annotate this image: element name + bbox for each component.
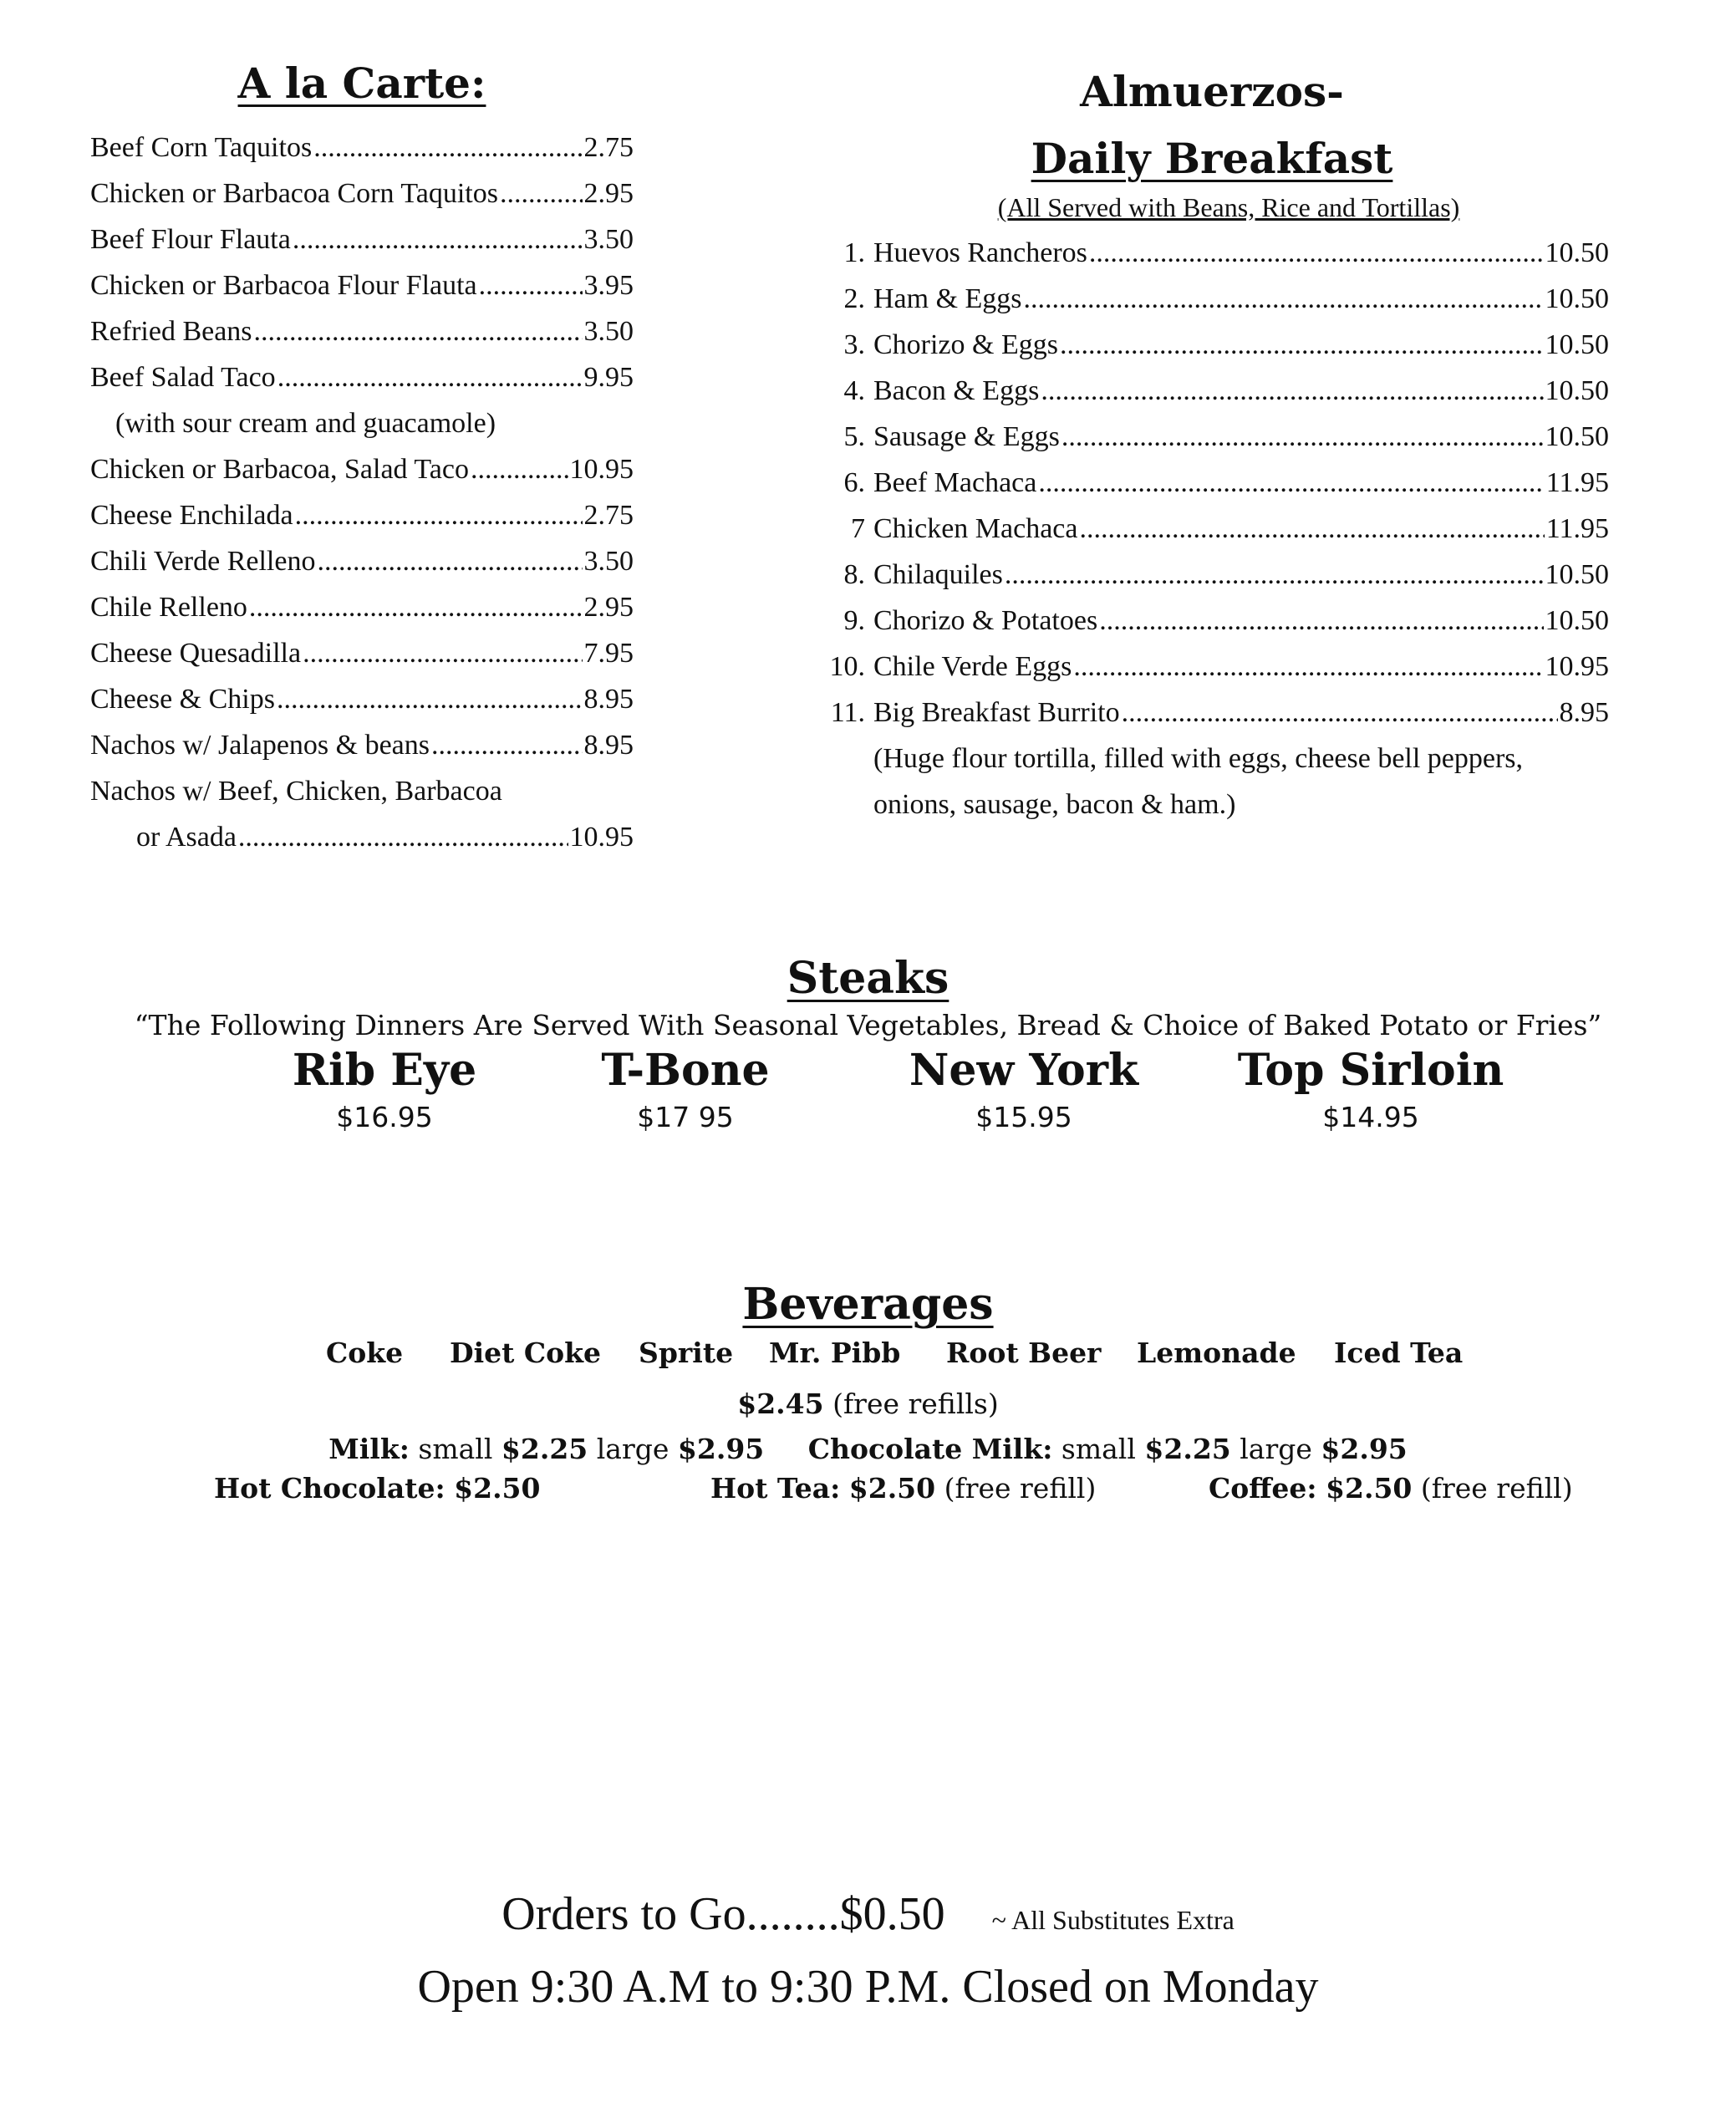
soda-price: $2.45 xyxy=(737,1388,824,1420)
menu-item-price: 7.95 xyxy=(583,638,634,669)
menu-item-price: 9.95 xyxy=(583,362,634,393)
breakfast-item xyxy=(815,598,1609,644)
breakfast-note-line1: (Huge flour tortilla, filled with eggs, cheese bell peppers, xyxy=(873,743,1524,774)
hot-tea-label: Hot Tea: xyxy=(710,1472,841,1505)
breakfast-item-name: Chorizo & Potatoes xyxy=(873,605,1098,636)
soda-item: Iced Tea xyxy=(1334,1337,1464,1369)
menu-item xyxy=(90,584,634,630)
breakfast-item xyxy=(815,460,1609,506)
leader-dots xyxy=(254,308,583,354)
menu-item-name: Cheese Enchilada xyxy=(90,500,293,531)
menu-item-price: 3.50 xyxy=(583,224,634,255)
leader-dots xyxy=(317,538,582,584)
alacarte-list xyxy=(90,125,634,860)
breakfast-note-line2: onions, sausage, bacon & ham.) xyxy=(873,789,1236,820)
breakfast-item-number: 3. xyxy=(843,329,865,360)
menu-item-name: Beef Corn Taquitos xyxy=(90,132,313,163)
menu-item xyxy=(90,538,634,584)
breakfast-item-number: 11. xyxy=(830,697,865,728)
breakfast-item xyxy=(815,552,1609,598)
breakfast-item-name: Chilaquiles xyxy=(873,559,1003,590)
menu-item xyxy=(90,676,634,722)
breakfast-item-name: Chicken Machaca xyxy=(873,513,1078,544)
leader-dots xyxy=(1099,598,1543,644)
breakfast-item-price: 10.50 xyxy=(1545,329,1609,360)
orders-to-go: Orders to Go........$0.50 xyxy=(501,1888,945,1940)
large-label: large xyxy=(596,1433,669,1465)
soda-item: Coke xyxy=(326,1337,404,1369)
hot-choc-price: $2.50 xyxy=(454,1472,541,1505)
steak-name: T-Bone xyxy=(601,1045,770,1096)
hot-tea-price: $2.50 xyxy=(848,1472,936,1505)
breakfast-item-name: Chile Verde Eggs xyxy=(873,651,1072,682)
steak-item-t-bone xyxy=(552,1043,819,1137)
breakfast-section xyxy=(815,59,1609,827)
leader-dots xyxy=(238,814,568,860)
leader-dots xyxy=(500,171,583,216)
steak-price: $16.95 xyxy=(336,1101,433,1133)
menu-item-price: 8.95 xyxy=(583,730,634,761)
breakfast-item-price: 11.95 xyxy=(1545,467,1609,498)
milk-label: Milk: xyxy=(328,1433,410,1465)
soda-item: Root Beer xyxy=(946,1337,1102,1369)
breakfast-item-number: 7 xyxy=(851,513,865,544)
hot-tea xyxy=(710,1472,1096,1505)
steaks-tagline: “The Following Dinners Are Served With Seasonal Vegetables, Bread & Choice of Baked Potato or Fries” xyxy=(134,1009,1602,1041)
steak-item-new-york xyxy=(869,1043,1179,1137)
breakfast-item-number: 4. xyxy=(843,375,865,406)
beverages-title: Beverages xyxy=(742,1279,994,1330)
alacarte-section xyxy=(90,59,634,860)
breakfast-item-name: Big Breakfast Burrito xyxy=(873,697,1120,728)
menu-item-name: Beef Flour Flauta xyxy=(90,224,291,255)
leader-dots xyxy=(1061,414,1544,460)
steak-name: Rib Eye xyxy=(292,1045,477,1096)
breakfast-list xyxy=(815,230,1609,736)
choc-milk-label: Chocolate Milk: xyxy=(807,1433,1053,1465)
menu-item xyxy=(90,262,634,308)
alacarte-title: A la Carte: xyxy=(237,59,486,108)
menu-item-name: Chile Relleno xyxy=(90,592,247,623)
breakfast-item-number: 8. xyxy=(843,559,865,590)
breakfast-title-line2: Daily Breakfast xyxy=(1031,134,1393,183)
steak-name: Top Sirloin xyxy=(1237,1045,1504,1096)
leader-dots xyxy=(277,676,583,722)
steaks-grid xyxy=(0,1043,1736,1143)
breakfast-item-number: 10. xyxy=(829,651,865,682)
leader-dots xyxy=(249,584,583,630)
leader-dots xyxy=(1038,460,1544,506)
breakfast-item xyxy=(815,322,1609,368)
breakfast-item-price: 10.50 xyxy=(1545,421,1609,452)
leader-dots xyxy=(471,446,568,492)
menu-item xyxy=(90,125,634,171)
breakfast-item xyxy=(815,368,1609,414)
substitutes-note: ~ All Substitutes Extra xyxy=(991,1905,1235,1935)
breakfast-item-price: 10.50 xyxy=(1545,283,1609,314)
breakfast-item xyxy=(815,644,1609,690)
menu-item-price: 2.75 xyxy=(583,500,634,531)
coffee-label: Coffee: xyxy=(1209,1472,1317,1505)
soda-list xyxy=(0,1337,1736,1382)
breakfast-item-price: 10.50 xyxy=(1545,237,1609,268)
hot-choc-label: Hot Chocolate: xyxy=(214,1472,445,1505)
menu-item-name: Nachos w/ Jalapenos & beans xyxy=(90,730,430,761)
breakfast-title-line1: Almuerzos- xyxy=(1080,67,1344,116)
alacarte-note: Nachos w/ Beef, Chicken, Barbacoa xyxy=(90,776,502,807)
menu-item-price: 3.95 xyxy=(583,270,634,301)
hours-line: Open 9:30 A.M to 9:30 P.M. Closed on Monday xyxy=(417,1961,1319,2013)
breakfast-item-price: 10.50 xyxy=(1545,375,1609,406)
leader-dots xyxy=(295,492,583,538)
hot-chocolate xyxy=(214,1472,540,1505)
menu-item-price: 2.95 xyxy=(583,178,634,209)
menu-item-name: Chicken or Barbacoa Flour Flauta xyxy=(90,270,477,301)
menu-item-name: Chicken or Barbacoa Corn Taquitos xyxy=(90,178,498,209)
leader-dots xyxy=(1005,552,1544,598)
breakfast-item-number: 5. xyxy=(843,421,865,452)
breakfast-item xyxy=(815,230,1609,276)
leader-dots xyxy=(303,630,582,676)
soda-item: Diet Coke xyxy=(450,1337,602,1369)
breakfast-item-name: Huevos Rancheros xyxy=(873,237,1087,268)
breakfast-item-price: 10.50 xyxy=(1545,559,1609,590)
breakfast-item xyxy=(815,506,1609,552)
coffee xyxy=(1209,1472,1573,1505)
breakfast-item-price: 10.50 xyxy=(1545,605,1609,636)
menu-item xyxy=(90,814,634,860)
leader-dots xyxy=(479,262,583,308)
small-label: small xyxy=(418,1433,493,1465)
soda-note: (free refills) xyxy=(832,1388,999,1420)
small-label: small xyxy=(1061,1433,1136,1465)
beverages-section xyxy=(0,1279,1736,1517)
leader-dots xyxy=(1073,644,1543,690)
menu-item xyxy=(90,630,634,676)
alacarte-note: (with sour cream and guacamole) xyxy=(115,408,496,439)
choc-small-price: $2.25 xyxy=(1144,1433,1231,1465)
leader-dots xyxy=(1089,230,1544,276)
breakfast-item-number: 2. xyxy=(843,283,865,314)
milk-line xyxy=(0,1427,1736,1472)
breakfast-item-name: Beef Machaca xyxy=(873,467,1037,498)
menu-item xyxy=(90,446,634,492)
breakfast-item-name: Chorizo & Eggs xyxy=(873,329,1058,360)
breakfast-item-name: Bacon & Eggs xyxy=(873,375,1040,406)
breakfast-item xyxy=(815,276,1609,322)
leader-dots xyxy=(1122,690,1558,736)
steak-price: $14.95 xyxy=(1322,1101,1419,1133)
breakfast-item-number: 1. xyxy=(843,237,865,268)
steak-item-top-sirloin xyxy=(1204,1043,1538,1137)
menu-item-price: 10.95 xyxy=(569,454,634,485)
breakfast-item-number: 6. xyxy=(843,467,865,498)
menu-item-name: Chili Verde Relleno xyxy=(90,546,316,577)
soda-item: Mr. Pibb xyxy=(769,1337,901,1369)
breakfast-item-price: 11.95 xyxy=(1545,513,1609,544)
leader-dots xyxy=(293,216,583,262)
steak-price: $17 95 xyxy=(637,1101,734,1133)
leader-dots xyxy=(1041,368,1543,414)
breakfast-item-number: 9. xyxy=(843,605,865,636)
orders-to-go-line xyxy=(0,1881,1736,1953)
menu-item xyxy=(90,492,634,538)
leader-dots xyxy=(313,125,582,171)
breakfast-item xyxy=(815,690,1609,736)
menu-item-name: Cheese Quesadilla xyxy=(90,638,302,669)
menu-item-price: 3.50 xyxy=(583,546,634,577)
breakfast-item-price: 8.95 xyxy=(1559,697,1609,728)
breakfast-item-name: Sausage & Eggs xyxy=(873,421,1060,452)
breakfast-item-name: Ham & Eggs xyxy=(873,283,1022,314)
menu-item-name: Chicken or Barbacoa, Salad Taco xyxy=(90,454,469,485)
leader-dots xyxy=(431,722,582,768)
steak-name: New York xyxy=(909,1045,1139,1096)
breakfast-subtitle: (All Served with Beans, Rice and Tortillas) xyxy=(997,192,1460,222)
coffee-price: $2.50 xyxy=(1326,1472,1413,1505)
steaks-section xyxy=(0,953,1736,1143)
menu-item xyxy=(90,354,634,400)
hot-tea-note: (free refill) xyxy=(944,1472,1097,1505)
menu-item xyxy=(90,171,634,216)
breakfast-item-price: 10.95 xyxy=(1545,651,1609,682)
steak-price: $15.95 xyxy=(975,1101,1072,1133)
breakfast-item xyxy=(815,414,1609,460)
menu-item xyxy=(90,722,634,768)
menu-item-name: Refried Beans xyxy=(90,316,252,347)
menu-item-price: 10.95 xyxy=(569,822,634,853)
hot-drinks-line xyxy=(0,1472,1736,1517)
footer-section xyxy=(0,1881,1736,2020)
menu-item xyxy=(90,308,634,354)
milk-small-price: $2.25 xyxy=(501,1433,588,1465)
menu-item xyxy=(90,216,634,262)
choc-large-price: $2.95 xyxy=(1321,1433,1408,1465)
menu-item-price: 2.95 xyxy=(583,592,634,623)
soda-price-line xyxy=(0,1382,1736,1427)
menu-item-name: Cheese & Chips xyxy=(90,684,275,715)
soda-item: Sprite xyxy=(639,1337,734,1369)
leader-dots xyxy=(1024,276,1544,322)
menu-item-price: 8.95 xyxy=(583,684,634,715)
soda-item: Lemonade xyxy=(1137,1337,1296,1369)
leader-dots xyxy=(277,354,583,400)
leader-dots xyxy=(1080,506,1545,552)
large-label: large xyxy=(1240,1433,1312,1465)
coffee-note: (free refill) xyxy=(1420,1472,1573,1505)
milk-large-price: $2.95 xyxy=(677,1433,765,1465)
menu-item-name: Beef Salad Taco xyxy=(90,362,276,393)
leader-dots xyxy=(1060,322,1544,368)
menu-item-name: or Asada xyxy=(136,822,237,853)
menu-item-price: 3.50 xyxy=(583,316,634,347)
steaks-title: Steaks xyxy=(787,953,949,1004)
menu-item-price: 2.75 xyxy=(583,132,634,163)
steak-item-rib-eye xyxy=(251,1043,518,1137)
